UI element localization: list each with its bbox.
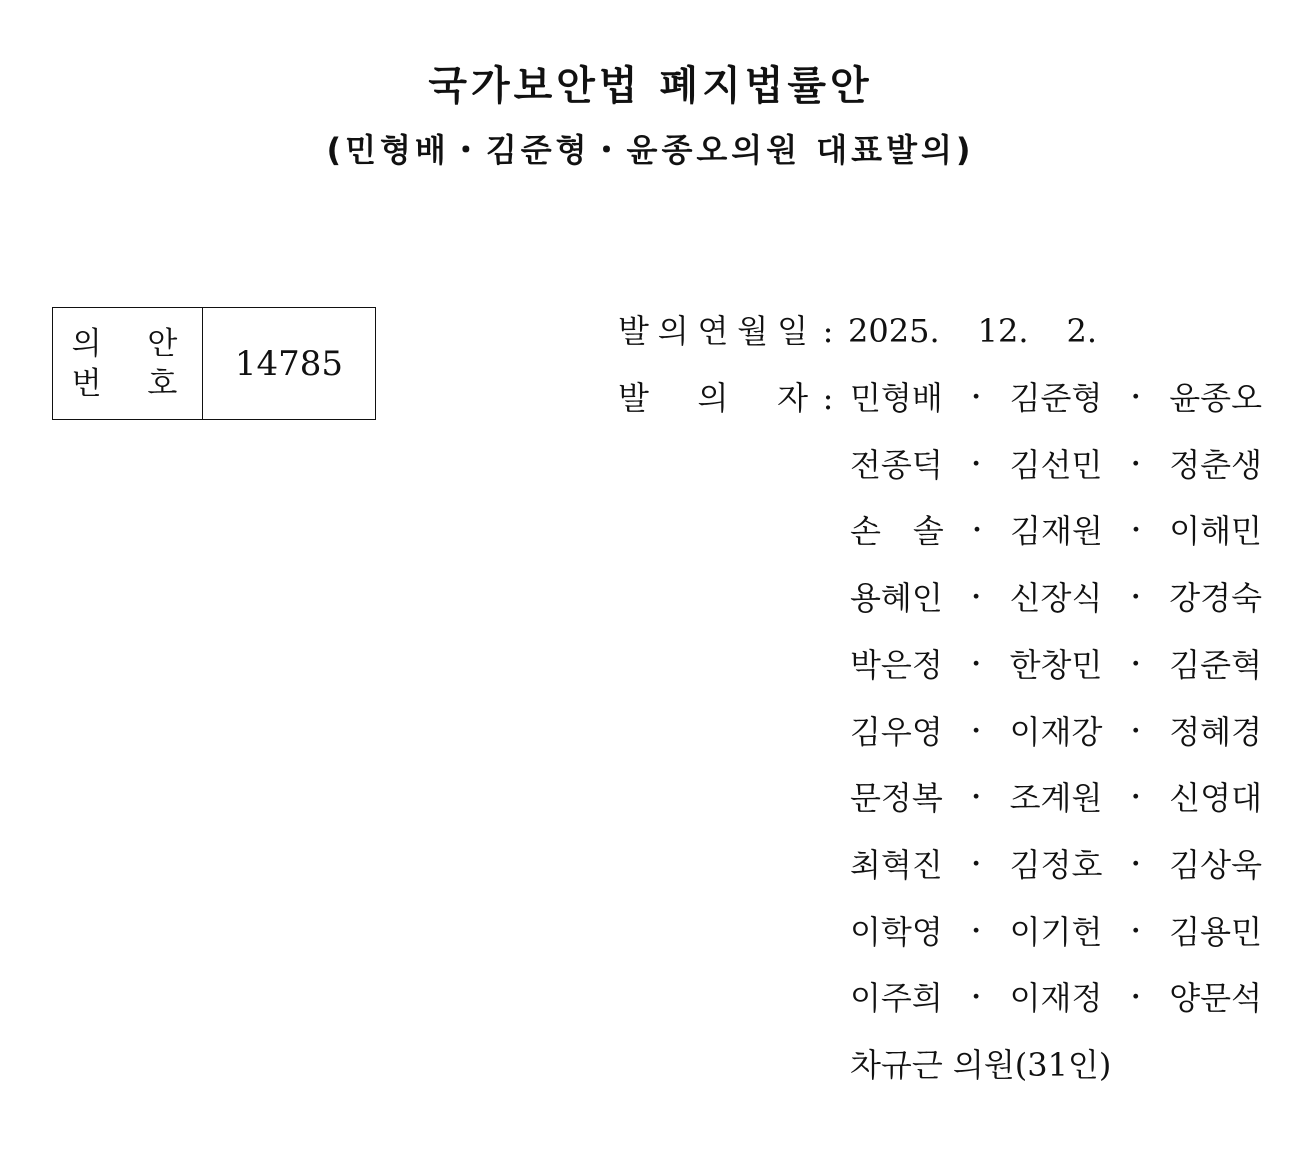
proposer-name: 신영대 xyxy=(1169,779,1262,817)
proposers-line xyxy=(850,376,1262,420)
proposal-date-label-char: 연 xyxy=(697,312,729,350)
proposal-month: 12. xyxy=(977,312,1029,350)
proposal-date-label-char: 월 xyxy=(737,312,769,350)
proposal-date-label-char: 의 xyxy=(657,312,689,350)
proposer-name: 한창민 xyxy=(1009,646,1103,684)
proposer-name: 김준형 xyxy=(1009,379,1103,417)
proposal-date-value xyxy=(848,309,1097,353)
proposers-line xyxy=(850,443,1262,487)
name-separator: ・ xyxy=(1122,717,1149,747)
bill-number-label-line1: 의 안 xyxy=(71,325,196,362)
proposers-line xyxy=(850,843,1262,887)
name-separator: ・ xyxy=(963,917,990,947)
name-separator: ・ xyxy=(963,583,990,613)
proposer-name: 이재정 xyxy=(1009,979,1103,1017)
proposers-line xyxy=(850,976,1262,1020)
proposer-name: 신장식 xyxy=(1009,579,1103,617)
proposer-name: 윤종오 xyxy=(1169,379,1262,417)
name-separator: ・ xyxy=(1122,450,1149,480)
proposal-date-label-char: 일 xyxy=(777,312,808,350)
proposer-name: 김재원 xyxy=(1010,512,1103,550)
proposal-date-colon: : xyxy=(822,312,834,350)
name-separator: ・ xyxy=(963,783,990,813)
name-separator: ・ xyxy=(1122,650,1149,680)
proposal-year: 2025. xyxy=(848,312,940,350)
proposer-name: 정혜경 xyxy=(1169,713,1262,751)
proposal-date-label-char: 발 xyxy=(618,312,649,350)
proposers-line xyxy=(850,643,1262,687)
name-separator: ・ xyxy=(1123,516,1150,546)
bill-title: 국가보안법 폐지법률안 xyxy=(428,63,873,109)
proposers-line xyxy=(850,576,1262,620)
proposal-day: 2. xyxy=(1066,312,1098,350)
proposers-line xyxy=(850,776,1262,820)
name-separator: ・ xyxy=(963,650,990,680)
proposers-label-row xyxy=(618,376,848,420)
proposer-name: 이주희 xyxy=(850,979,943,1017)
proposer-name: 김정호 xyxy=(1009,846,1103,884)
proposers-line xyxy=(850,509,1262,553)
proposal-date-label xyxy=(618,309,808,353)
proposer-name: 양문석 xyxy=(1169,979,1262,1017)
name-separator: ・ xyxy=(1122,383,1149,413)
proposers-label-char: 자 xyxy=(777,379,808,417)
name-separator: ・ xyxy=(1122,983,1149,1013)
proposers-line xyxy=(850,910,1262,954)
proposers-final-line: 차규근 의원(31인) xyxy=(850,1046,1112,1084)
proposer-name: 용혜인 xyxy=(850,579,943,617)
name-separator: ・ xyxy=(1122,583,1149,613)
name-separator: ・ xyxy=(963,717,990,747)
proposers-colon: : xyxy=(822,379,834,417)
name-separator: ・ xyxy=(1122,917,1149,947)
bill-number-value: 14785 xyxy=(234,343,344,384)
proposer-name: 강경숙 xyxy=(1169,579,1262,617)
proposer-name: 이기헌 xyxy=(1009,913,1103,951)
proposer-name: 박은정 xyxy=(850,646,943,684)
proposer-name: 전종덕 xyxy=(850,446,943,484)
proposer-name: 김상욱 xyxy=(1169,846,1262,884)
bill-number-label xyxy=(53,308,203,419)
proposer-name: 정춘생 xyxy=(1169,446,1262,484)
bill-number-box xyxy=(52,307,376,420)
proposer-name: 김용민 xyxy=(1169,913,1262,951)
proposer-name: 조계원 xyxy=(1009,779,1103,817)
name-separator: ・ xyxy=(963,850,990,880)
name-separator: ・ xyxy=(1122,783,1149,813)
name-separator: ・ xyxy=(963,383,990,413)
bill-number-label-line2: 번 호 xyxy=(71,365,196,402)
name-separator: ・ xyxy=(1122,850,1149,880)
bill-subtitle: (민형배・김준형・윤종오의원 대표발의) xyxy=(326,131,975,169)
name-separator: ・ xyxy=(963,450,990,480)
proposer-name: 김준혁 xyxy=(1169,646,1262,684)
proposers-line xyxy=(850,710,1262,754)
proposers-label xyxy=(618,376,808,420)
name-separator: ・ xyxy=(963,983,990,1013)
proposer-name: 김선민 xyxy=(1009,446,1103,484)
proposer-name: 이학영 xyxy=(850,913,943,951)
proposer-name: 김우영 xyxy=(850,713,943,751)
proposer-name: 손 솔 xyxy=(850,512,944,550)
proposer-name: 최혁진 xyxy=(850,846,943,884)
proposal-date-row xyxy=(618,309,1097,353)
proposer-name: 이해민 xyxy=(1169,512,1262,550)
proposer-name: 민형배 xyxy=(850,379,943,417)
proposer-name: 문정복 xyxy=(850,779,943,817)
proposer-name: 이재강 xyxy=(1009,713,1103,751)
name-separator: ・ xyxy=(963,516,990,546)
proposers-label-char: 발 xyxy=(618,379,649,417)
proposers-label-char: 의 xyxy=(697,379,729,417)
